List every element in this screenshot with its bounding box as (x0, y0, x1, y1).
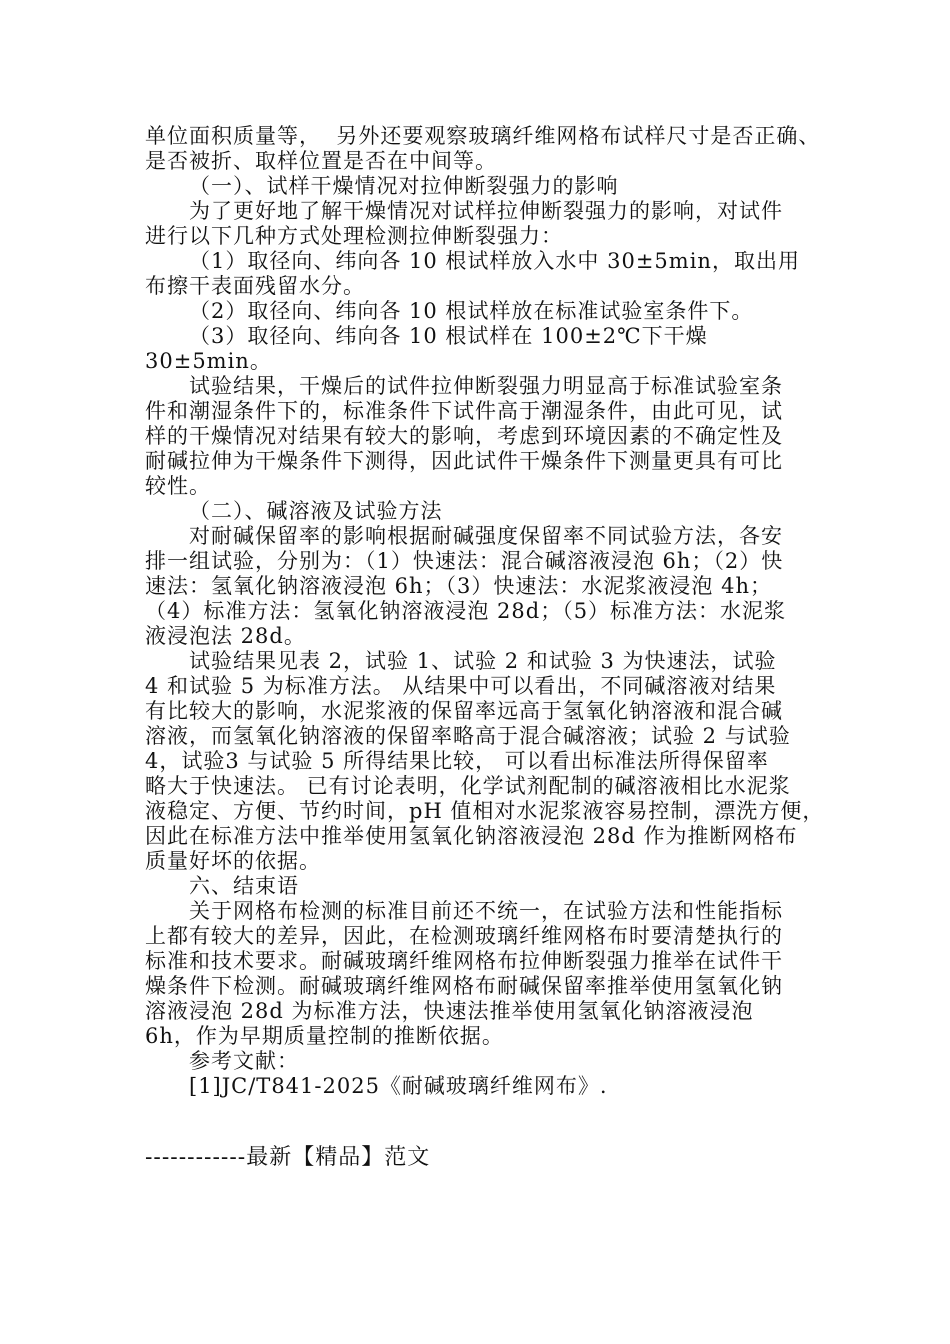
paragraph (145, 374, 845, 499)
paragraph-line: 单位面积质量等， 另外还要观察玻璃纤维网格布试样尺寸是否正确、 (145, 124, 821, 148)
paragraph-line: （2）取径向、纬向各 10 根试样放在标准试验室条件下。 (189, 299, 754, 323)
section-heading: （二）、碱溶液及试验方法 (189, 499, 443, 523)
paragraph-line: 液稳定、方便、节约时间，pH 值相对水泥浆液容易控制，漂洗方便， (145, 799, 825, 823)
section-heading: （一）、试样干燥情况对拉伸断裂强力的影响 (189, 174, 619, 198)
section-heading: 六、结束语 (189, 874, 299, 898)
paragraph (145, 199, 845, 249)
paragraph-line: 因此在标准方法中推举使用氢氧化钠溶液浸泡 28d 作为推断网格布 (145, 824, 798, 848)
paragraph-line: 速法：氢氧化钠溶液浸泡 6h；（3）快速法：水泥浆液浸泡 4h； (145, 574, 772, 598)
paragraph-line: 关于网格布检测的标准目前还不统一，在试验方法和性能指标 (189, 899, 783, 923)
list-item-2 (145, 299, 845, 324)
list-item-3 (145, 324, 845, 374)
reference-item (145, 1074, 845, 1099)
list-item-1 (145, 249, 845, 299)
reference-line: [1]JC/T841-2025《耐碱玻璃纤维网布》. (189, 1074, 608, 1098)
paragraph-line: 较性。 (145, 474, 211, 498)
paragraph-line: 标准和技术要求。耐碱玻璃纤维网格布拉伸断裂强力推举在试件干 (145, 949, 783, 973)
paragraph-line: 6h，作为早期质量控制的推断依据。 (145, 1024, 504, 1048)
section-heading: 参考文献： (189, 1049, 299, 1073)
paragraph-line: 溶液浸泡 28d 为标准方法，快速法推举使用氢氧化钠溶液浸泡 (145, 999, 754, 1023)
section-heading-1 (145, 174, 845, 199)
page-footer: ------------最新【精品】范文 (145, 1145, 431, 1170)
paragraph-line: 30±5min。 (145, 349, 272, 373)
section-heading-2 (145, 499, 845, 524)
paragraph-line: 试验结果见表 2，试验 1、试验 2 和试验 3 为快速法，试验 (189, 649, 777, 673)
paragraph-line: 样的干燥情况对结果有较大的影响，考虑到环境因素的不确定性及 (145, 424, 783, 448)
paragraph-line: 溶液，而氢氧化钠溶液的保留率略高于混合碱溶液；试验 2 与试验 (145, 724, 791, 748)
paragraph-continuation (145, 124, 845, 174)
paragraph-line: 排一组试验，分别为：（1）快速法：混合碱溶液浸泡 6h；（2）快 (145, 549, 784, 573)
paragraph-line: 有比较大的影响，水泥浆液的保留率远高于氢氧化钠溶液和混合碱 (145, 699, 783, 723)
document-body (145, 124, 845, 1099)
paragraph-line: 布擦干表面残留水分。 (145, 274, 365, 298)
paragraph-line: 4，试验3 与试验 5 所得结果比较， 可以看出标准法所得保留率 (145, 749, 769, 773)
paragraph-line: （4）标准方法：氢氧化钠溶液浸泡 28d；（5）标准方法：水泥浆 (145, 599, 787, 623)
paragraph-line: 4 和试验 5 为标准方法。 从结果中可以看出，不同碱溶液对结果 (145, 674, 777, 698)
paragraph-line: （3）取径向、纬向各 10 根试样在 100±2℃下干燥 (189, 324, 708, 348)
paragraph-line: 是否被折、取样位置是否在中间等。 (145, 149, 497, 173)
paragraph-line: 上都有较大的差异，因此，在检测玻璃纤维网格布时要清楚执行的 (145, 924, 783, 948)
paragraph-line: 液浸泡法 28d。 (145, 624, 306, 648)
references-heading (145, 1049, 845, 1074)
paragraph (145, 649, 845, 874)
paragraph-line: 燥条件下检测。耐碱玻璃纤维网格布耐碱保留率推举使用氢氧化钠 (145, 974, 783, 998)
paragraph-line: 进行以下几种方式处理检测拉伸断裂强力： (145, 224, 563, 248)
paragraph-line: 略大于快速法。 已有讨论表明，化学试剂配制的碱溶液相比水泥浆 (145, 774, 791, 798)
paragraph-line: 质量好坏的依据。 (145, 849, 321, 873)
paragraph-line: 对耐碱保留率的影响根据耐碱强度保留率不同试验方法，各安 (189, 524, 783, 548)
paragraph (145, 899, 845, 1049)
paragraph (145, 524, 845, 649)
section-heading-conclusion (145, 874, 845, 899)
paragraph-line: 耐碱拉伸为干燥条件下测得，因此试件干燥条件下测量更具有可比 (145, 449, 783, 473)
paragraph-line: （1）取径向、纬向各 10 根试样放入水中 30±5min，取出用 (189, 249, 800, 273)
paragraph-line: 试验结果，干燥后的试件拉伸断裂强力明显高于标准试验室条 (189, 374, 783, 398)
paragraph-line: 件和潮湿条件下的，标准条件下试件高于潮湿条件，由此可见，试 (145, 399, 783, 423)
paragraph-line: 为了更好地了解干燥情况对试样拉伸断裂强力的影响，对试件 (189, 199, 783, 223)
